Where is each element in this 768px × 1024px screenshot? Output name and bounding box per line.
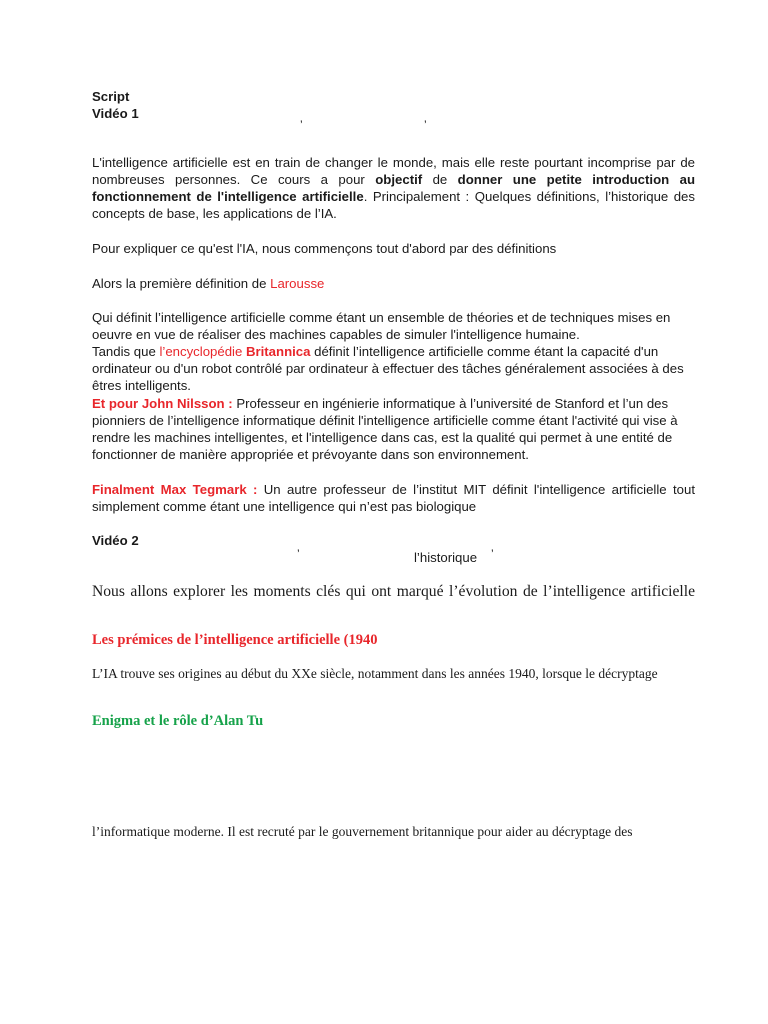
enigma-paragraph: l’informatique moderne. Il est recruté par le gouvernement britannique pour aider au décryptage des	[92, 824, 633, 839]
nilsson-definition: Professeur en ingénierie informatique à l’université de Stanford et l’un des pionniers de l’intelligence informatique définit l'intelligence artificielle comme étant l'activité qui vise à rendre les machines intelligentes, et l'intelligence dans cas, est la qualité qui permet à une entité de fonctionner de manière appropriée et prévoyante dans son environnement.	[92, 396, 678, 462]
intro-text: L'intelligence artificielle est en train de changer le monde, mais elle reste pourtant incomprise par de nombreuses personnes. Ce cours a pour	[92, 155, 695, 187]
larousse-definition: Qui définit l’intelligence artificielle comme étant un ensemble de théories et de techniques mises en oeuvre en vue de réaliser des machines capables de simuler l'intelligence humaine.	[92, 310, 671, 342]
stray-apostrophe: ’	[424, 118, 427, 132]
tegmark-name: Finalment Max Tegmark :	[92, 482, 258, 497]
britannica-name: Britannica	[245, 344, 311, 359]
intro-text: de	[422, 172, 458, 187]
tegmark-definition: Un autre professeur de l’institut MIT définit l'intelligence artificielle tout simplement comme étant une intelligence qui n’est pas biologique	[92, 482, 695, 514]
larousse-line	[92, 275, 695, 292]
section-heading-enigma: Enigma et le rôle d’Alan Tu	[92, 713, 264, 729]
britannica-prefix: Tandis que	[92, 344, 160, 359]
britannica-paragraph	[92, 343, 695, 394]
intro-bold-goal: donner une petite introduction au fonctionnement de l'intelligence artificielle	[92, 172, 695, 204]
historique-label: l’historique	[414, 550, 478, 565]
premices-paragraph: L’IA trouve ses origines au début du XXe siècle, notamment dans les années 1940, lorsque le décryptage	[92, 666, 658, 681]
video2-intro: Nous allons explorer les moments clés qui ont marqué l’évolution de l’intelligence artificielle	[92, 583, 695, 600]
intro-bold-objectif: objectif	[375, 172, 423, 187]
section-heading-premices: Les prémices de l’intelligence artificielle (1940	[92, 632, 378, 648]
intro-text: . Principalement : Quelques définitions, l’historique des concepts de base, les applications de l’IA.	[92, 189, 695, 221]
nilsson-name: Et pour John Nilsson :	[92, 396, 233, 411]
explain-paragraph: Pour expliquer ce qu'est l'IA, nous commençons tout d'abord par des définitions	[92, 241, 557, 256]
intro-paragraph	[92, 154, 695, 222]
britannica-source: l’encyclopédie	[159, 344, 246, 359]
stray-apostrophe: ’	[300, 118, 303, 132]
video1-title: Vidéo 1	[92, 106, 139, 121]
larousse-name: Larousse	[270, 276, 325, 291]
stray-apostrophe: ’	[491, 547, 494, 561]
nilsson-paragraph	[92, 395, 695, 463]
stray-apostrophe: ’	[297, 547, 300, 561]
video2-title: Vidéo 2	[92, 533, 139, 548]
britannica-definition: définit l’intelligence artificielle comme étant la capacité d'un ordinateur ou d'un robot contrôlé par ordinateur à effectuer des tâches généralement associées à des êtres intelligents.	[92, 344, 684, 393]
script-label: Script	[92, 89, 130, 104]
larousse-prefix: Alors la première définition de	[92, 276, 271, 291]
tegmark-paragraph	[92, 481, 695, 515]
